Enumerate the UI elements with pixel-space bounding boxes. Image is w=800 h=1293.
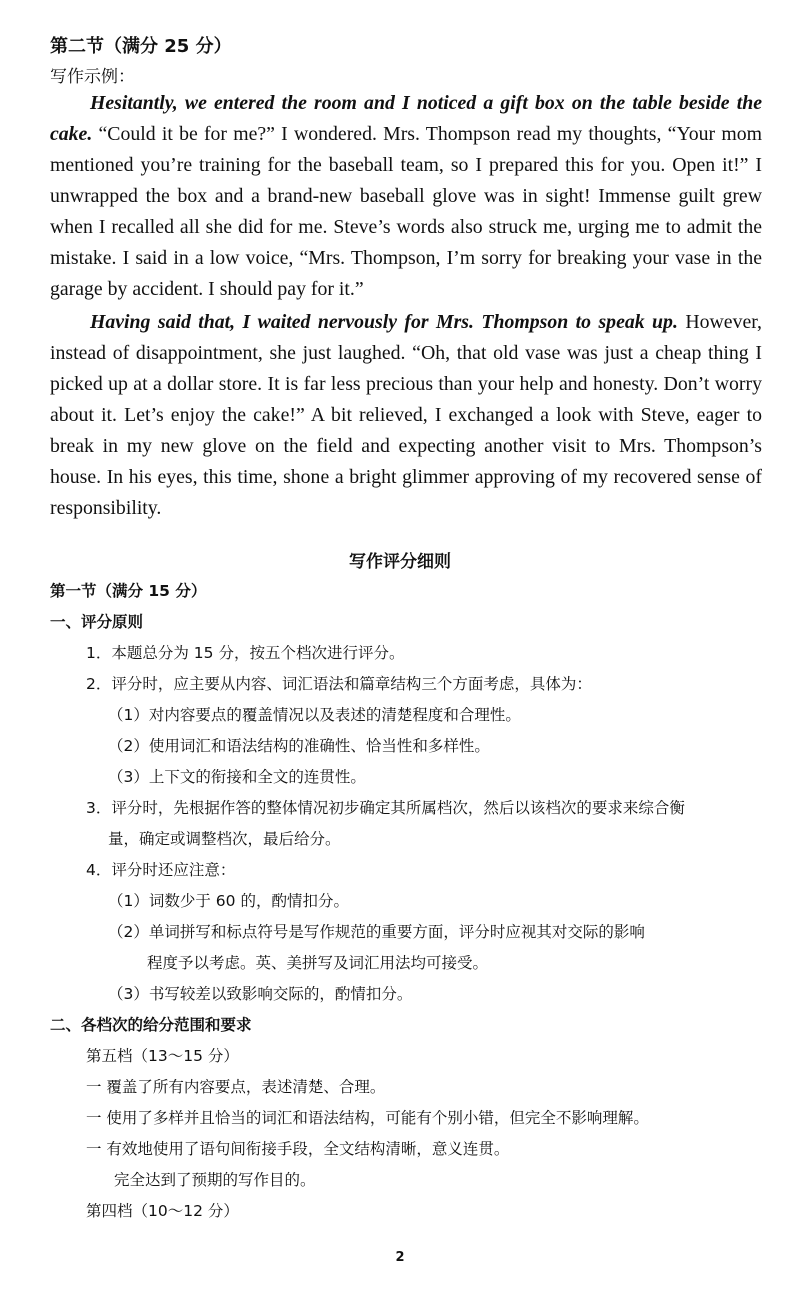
principles-title: 一、评分原则 — [50, 613, 144, 631]
level-5-requirement-3: 一 有效地使用了语句间衔接手段，全文结构清晰，意义连贯。 — [86, 1140, 510, 1158]
rubric-item-4-2-line-1: （2）单词拼写和标点符号是写作规范的重要方面，评分时应视其对交际的影响 — [108, 923, 645, 941]
rubric-item-1: 1．本题总分为 15 分，按五个档次进行评分。 — [86, 644, 405, 662]
rubric-item-4-3: （3）书写较差以致影响交际的，酌情扣分。 — [108, 985, 413, 1003]
level-5-requirement-2: 一 使用了多样并且恰当的词汇和语法结构，可能有个别小错，但完全不影响理解。 — [86, 1109, 649, 1127]
rubric-item-3-line-1: 3．评分时，先根据作答的整体情况初步确定其所属档次，然后以该档次的要求来综合衡 — [86, 799, 685, 817]
paragraph-2-lead: Having said that, I waited nervously for Mrs. Thompson to speak up. — [90, 311, 678, 333]
paragraph-1-lead: Hesitantly, we entered the room and I noticed a gift box on the table beside the cake. — [50, 92, 762, 145]
levels-title: 二、各档次的给分范围和要求 — [50, 1016, 252, 1034]
rubric-item-2-3: （3）上下文的衔接和全文的连贯性。 — [108, 768, 366, 786]
essay-paragraph-2 — [50, 307, 762, 524]
essay-paragraph-1 — [50, 88, 762, 305]
level-4-title: 第四档（10～12 分） — [86, 1202, 239, 1220]
level-5-title: 第五档（13～15 分） — [86, 1047, 239, 1065]
rubric-title: 写作评分细则 — [349, 552, 451, 572]
rubric-item-2: 2．评分时，应主要从内容、词汇语法和篇章结构三个方面考虑，具体为： — [86, 675, 592, 693]
sample-label: 写作示例： — [50, 67, 135, 87]
section1-title: 第一节（满分 15 分） — [50, 582, 207, 600]
section2-title: 第二节（满分 25 分） — [50, 36, 232, 57]
level-5-requirement-4: 完全达到了预期的写作目的。 — [114, 1171, 316, 1189]
paragraph-1-body: “Could it be for me?” I wondered. Mrs. Thompson read my thoughts, “Your mom mentioned you’re training for the baseball team, so I prepared this for you. Open it!” I unwrapped the box and a brand-new baseball glove was in sight! Immense guilt grew when I recalled all she did for me. Steve’s words also struck me, urging me to admit the mistake. I said in a low voice, “Mrs. Thompson, I’m sorry for breaking your vase in the garage by accident. I should pay for it.” — [50, 123, 762, 300]
page-number: 2 — [395, 1250, 405, 1265]
rubric-item-4-1: （1）词数少于 60 的，酌情扣分。 — [108, 892, 349, 910]
sample-essay — [50, 88, 762, 526]
rubric-item-2-1: （1）对内容要点的覆盖情况以及表述的清楚程度和合理性。 — [108, 706, 521, 724]
rubric-item-4-2-line-2: 程度予以考虑。英、美拼写及词汇用法均可接受。 — [147, 954, 489, 972]
rubric-item-3-line-2: 量，确定或调整档次，最后给分。 — [108, 830, 341, 848]
level-5-requirement-1: 一 覆盖了所有内容要点，表述清楚、合理。 — [86, 1078, 386, 1096]
rubric-item-2-2: （2）使用词汇和语法结构的准确性、恰当性和多样性。 — [108, 737, 490, 755]
rubric-item-4: 4．评分时还应注意： — [86, 861, 236, 879]
paragraph-2-body: However, instead of disappointment, she just laughed. “Oh, that old vase was just a cheap thing I picked up at a dollar store. It is far less precious than your help and honesty. Don’t worry about it. Let’s enjoy the cake!” A bit relieved, I exchanged a look with Steve, eager to break in my new glove on the field and expecting another visit to Mrs. Thompson’s house. In his eyes, this time, shone a bright glimmer approving of my recovered sense of responsibility. — [50, 311, 762, 519]
